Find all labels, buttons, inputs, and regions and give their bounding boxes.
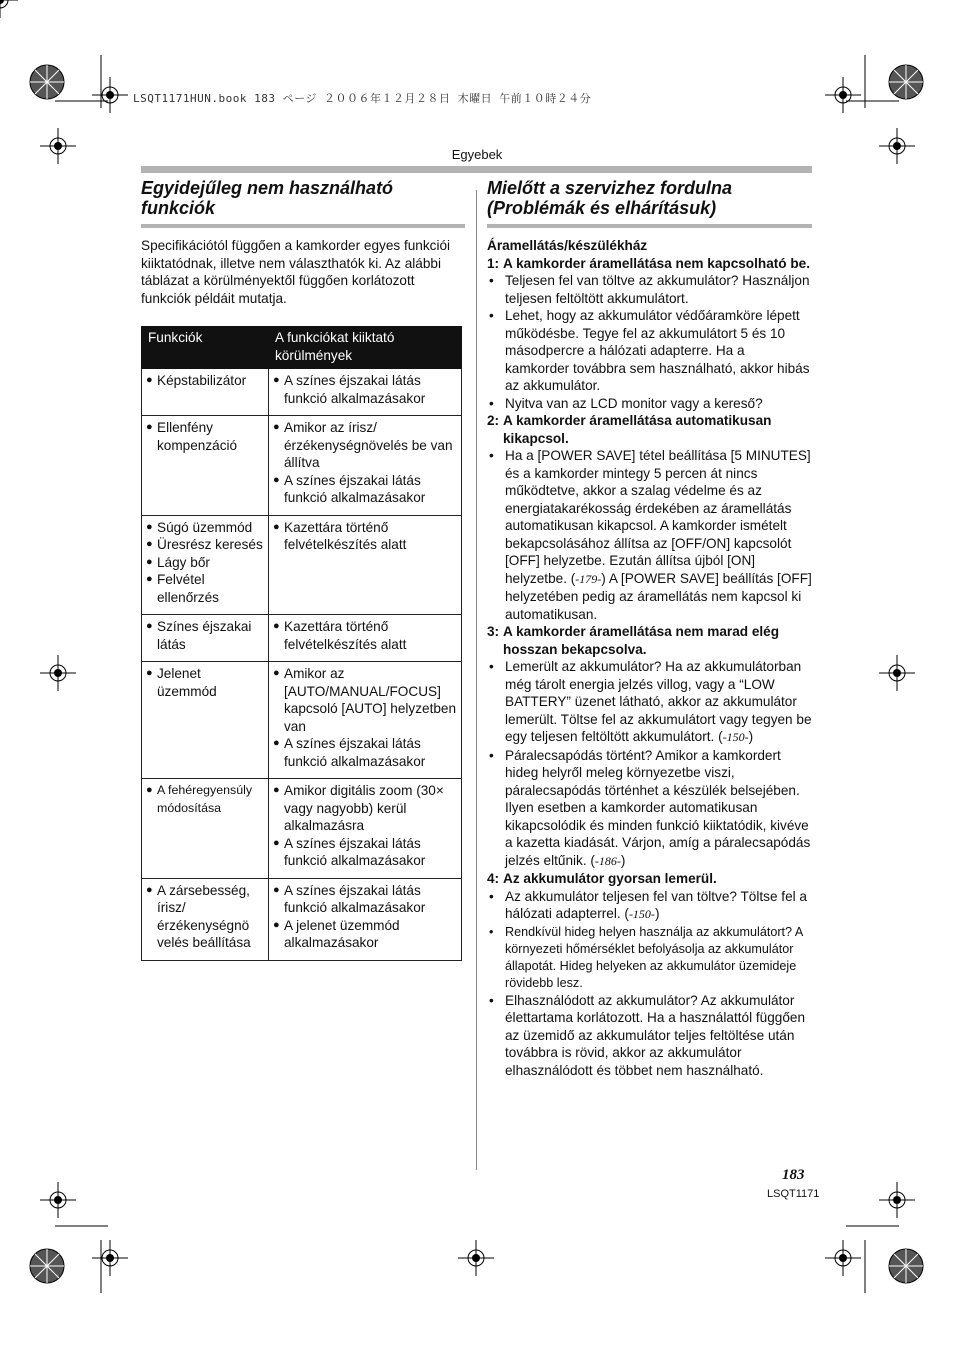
bullet-icon: •: [489, 924, 494, 939]
page-reference: -150-: [628, 907, 655, 921]
section-header: Egyebek: [451, 147, 503, 162]
solution-item: [487, 447, 812, 623]
bullet-icon: ●: [273, 784, 280, 796]
solution-body: Nyitva van az LCD monitor vagy a kereső?: [505, 395, 763, 411]
bullet-text: A jelenet üzemmód alkalmazásakor: [284, 917, 400, 950]
right-column: [487, 178, 812, 1079]
bullet-text: A színes éjszakai látás funkció alkalmazásakor: [284, 472, 426, 505]
bullet-text: Amikor az írisz/ érzékenységnövelés be van állítva: [284, 420, 453, 470]
bullet-item: [146, 536, 264, 554]
right-heading: Mielőtt a szervizhez fordulna (Problémák és elhárításuk): [487, 178, 812, 228]
bullet-item: [146, 882, 264, 952]
bullet-icon: •: [489, 395, 494, 411]
condition-cell: [269, 878, 462, 960]
bullet-item: [273, 472, 457, 507]
bullet-text: A színes éjszakai látás funkció alkalmazásakor: [284, 373, 426, 406]
solution-item: [487, 272, 812, 307]
solution-text: [505, 447, 812, 623]
column-divider: [476, 190, 477, 1170]
top-divider-bar: [141, 166, 812, 173]
problem-number: 3:: [487, 624, 500, 639]
bullet-text: Ellenfény kompenzáció: [157, 420, 238, 453]
condition-cell: [269, 416, 462, 516]
bullet-icon: •: [489, 308, 494, 323]
bullet-icon: ●: [273, 620, 280, 632]
bullet-text: Kazettára történő felvételkészítés alatt: [284, 519, 407, 552]
bullet-text: A színes éjszakai látás funkció alkalmazásakor: [284, 835, 426, 868]
table-row: [142, 369, 462, 416]
solution-body-after: ): [748, 729, 754, 744]
problem-heading: [487, 412, 812, 447]
bullet-text: Kazettára történő felvételkészítés alatt: [284, 619, 407, 652]
print-info: LSQT1171HUN.book 183 ページ ２００６年１２月２８日 木曜日 午前１０時２４分: [133, 92, 592, 105]
page-reference: -179-: [575, 571, 602, 586]
problem-text: Az akkumulátor gyorsan lemerül.: [503, 871, 717, 886]
section-title: Áramellátás/készülékház: [487, 238, 648, 253]
solution-body: Lemerült az akkumulátor? Ha az akkumulátorban még tárolt energia jelzés villog, vagy a “LOW BATTERY” üzenet látható, akkor az akkumulátor lemerült. Töltse fel az akkumulátort vagy tegyen be egy teljesen feltöltött akkumulátort. (: [505, 659, 812, 744]
bullet-icon: •: [489, 992, 494, 1008]
solution-item: [487, 395, 812, 413]
bullet-icon: ●: [273, 667, 280, 679]
solution-body: Ha a [POWER SAVE] tétel beállítása [5 MINUTES] és a kamkorder mintegy 5 percen át nincs működtetve, akkor a szalag védelme és az energiatakarékosság érdekében az áramellátás automatikusan kikapcsol. A kamkorder ismételt bekapcsolásához állítsa az [OFF/ON] kapcsolót [OFF] helyzetbe. Ezután állítsa újból [ON] helyzetbe. (: [505, 448, 811, 586]
table-row: [142, 662, 462, 779]
bullet-icon: ●: [273, 737, 280, 749]
problem-text: A kamkorder áramellátása automatikusan kikapcsol.: [503, 413, 772, 446]
problem-text: A kamkorder áramellátása nem marad elég hosszan bekapcsolva.: [503, 624, 780, 657]
solution-text: [505, 307, 812, 395]
problem-number: 2:: [487, 413, 500, 428]
left-heading: Egyidejűleg nem használható funkciók: [141, 178, 465, 228]
bullet-icon: •: [489, 448, 494, 463]
solution-text: [505, 747, 812, 871]
condition-cell: [269, 779, 462, 879]
bullet-item: [273, 372, 457, 407]
solution-body: Elhasználódott az akkumulátor? Az akkumulátor élettartama korlátozott. Ha a használattól függően az üzemidő az akkumulátor teljes feltöltése után továbbra is rövid, akkor az akkumulátor elhasználódott és többet nem használható.: [505, 992, 805, 1078]
bullet-text: Üresrész keresés: [157, 537, 263, 552]
bullet-icon: ●: [146, 421, 153, 433]
bullet-item: [273, 519, 457, 554]
bullet-text: Amikor digitális zoom (30× vagy nagyobb) kerül alkalmazásra: [284, 783, 444, 833]
bullet-text: Súgó üzemmód: [157, 519, 253, 535]
solution-body: Teljesen fel van töltve az akkumulátor? Használjon teljesen feltöltött akkumulátort.: [505, 273, 810, 306]
problem-number: 1:: [487, 255, 500, 271]
table-row: [142, 515, 462, 615]
page-reference: -150-: [722, 730, 749, 744]
bullet-icon: ●: [146, 374, 153, 386]
bullet-icon: ●: [146, 784, 153, 796]
model-code: LSQT1171: [767, 1188, 820, 1200]
condition-cell: [269, 369, 462, 416]
bullet-item: [146, 782, 264, 817]
solution-item: [487, 924, 812, 992]
bullet-text: Képstabilizátor: [157, 373, 247, 388]
solution-text: [505, 272, 812, 307]
page-reference: -186-: [594, 853, 621, 868]
bullet-icon: •: [489, 888, 494, 904]
bullet-icon: ●: [273, 883, 280, 896]
bullet-text: A színes éjszakai látás funkció alkalmazásakor: [284, 882, 426, 915]
bullet-item: [146, 419, 264, 454]
problem-number: 4:: [487, 871, 500, 886]
bullet-text: A fehéregyensúly módosítása: [157, 783, 253, 815]
function-cell: [142, 369, 269, 416]
bullet-icon: ●: [146, 538, 153, 550]
solution-body: Rendkívül hideg helyen használja az akkumulátort? A környezeti hőmérséklet befolyásolja az akkumulátor állapotát. Hideg helyeken az akkumulátor üzemideje rövidebb lesz.: [505, 924, 803, 990]
table-header-conditions: A funkciókat kiiktató körülmények: [269, 327, 462, 369]
function-table: [141, 326, 462, 961]
solution-text: [505, 888, 812, 924]
bullet-icon: ●: [146, 520, 153, 533]
bullet-text: A zársebesség, írisz/ érzékenységnö velés beállítása: [157, 882, 251, 950]
bullet-item: [146, 571, 264, 606]
solution-item: [487, 992, 812, 1080]
bullet-item: [146, 665, 264, 700]
condition-cell: [269, 515, 462, 615]
bullet-text: A színes éjszakai látás funkció alkalmazásakor: [284, 736, 426, 769]
table-row: [142, 779, 462, 879]
bullet-icon: ●: [273, 836, 280, 849]
bullet-text: Jelenet üzemmód: [157, 666, 217, 699]
bullet-icon: ●: [146, 667, 153, 679]
bullet-text: Színes éjszakai látás: [157, 619, 252, 652]
bullet-icon: •: [489, 273, 494, 288]
bullet-icon: •: [489, 659, 494, 674]
bullet-icon: ●: [273, 918, 280, 931]
function-cell: [142, 416, 269, 516]
page-number: 183: [782, 1167, 805, 1183]
troubleshooting-list: [487, 255, 812, 1080]
function-cell: [142, 515, 269, 615]
bullet-item: [273, 419, 457, 472]
bullet-item: [273, 882, 457, 917]
table-header-functions: Funkciók: [142, 327, 269, 369]
bullet-icon: ●: [273, 374, 280, 386]
function-cell: [142, 615, 269, 662]
bullet-icon: ●: [146, 883, 153, 896]
table-row: [142, 416, 462, 516]
solution-body: Páralecsapódás történt? Amikor a kamkordert hideg helyről meleg környezetbe viszi, páralecsapódás történhet a készülék belsejében. Ilyen esetben a kamkorder automatikusan kikapcsolódik és minden funkció kiiktatódik, kivéve a kazetta kiadását. Várjon, amíg a páralecsapódás jelzés eltűnik. (: [505, 747, 811, 868]
solution-item: [487, 658, 812, 747]
problem-text: A kamkorder áramellátása nem kapcsolható be.: [503, 255, 811, 271]
condition-cell: [269, 615, 462, 662]
problem-heading: [487, 255, 812, 273]
bullet-text: Lágy bőr: [157, 554, 210, 570]
solution-text: [505, 924, 812, 992]
bullet-icon: ●: [146, 620, 153, 632]
solution-text: [505, 992, 812, 1080]
left-column: [141, 178, 465, 961]
solution-body: Az akkumulátor teljesen fel van töltve? Töltse fel a hálózati adapterrel. (: [505, 888, 807, 921]
solution-body-after: ): [620, 852, 626, 868]
solution-text: [505, 658, 812, 747]
bullet-item: [146, 554, 264, 572]
troubleshooting-content: [487, 237, 812, 1079]
bullet-icon: ●: [146, 573, 153, 585]
bullet-icon: •: [489, 747, 494, 763]
condition-cell: [269, 662, 462, 779]
solution-text: [505, 395, 763, 413]
solution-body: Lehet, hogy az akkumulátor védőáramköre lépett működésbe. Tegye fel az akkumulátort 5 és 10 másodpercre a hálózati adapterre. Ha a kamkorder továbbra sem használható, akkor hibás az akkumulátor.: [505, 308, 810, 393]
intro-paragraph: Specifikációtól függően a kamkorder egyes funkciói kiiktatódnak, illetve nem választhatók ki. Az alábbi táblázat a körülményektől függően korlátozott funkciók példáit mutatja.: [141, 238, 451, 306]
bullet-text: Amikor az [AUTO/MANUAL/FOCUS] kapcsoló [AUTO] helyzetben van: [284, 666, 457, 734]
table-row: [142, 615, 462, 662]
problem-heading: [487, 623, 812, 658]
solution-body-after: ) A [POWER SAVE] beállítás [OFF] helyzetében pedig az áramellátás nem kapcsol ki automatikusan.: [505, 570, 812, 622]
function-cell: [142, 878, 269, 960]
bullet-item: [273, 735, 457, 770]
bullet-item: [273, 665, 457, 735]
function-cell: [142, 779, 269, 879]
bullet-icon: ●: [273, 520, 280, 533]
solution-item: [487, 307, 812, 395]
bullet-item: [273, 782, 457, 835]
bullet-item: [146, 519, 264, 537]
function-cell: [142, 662, 269, 779]
bullet-icon: ●: [273, 473, 280, 486]
problem-heading: [487, 870, 812, 888]
bullet-item: [146, 372, 264, 390]
bullet-item: [273, 917, 457, 952]
bullet-icon: ●: [273, 421, 280, 433]
bullet-item: [146, 618, 264, 653]
bullet-item: [273, 835, 457, 870]
solution-item: [487, 888, 812, 924]
bullet-item: [273, 618, 457, 653]
solution-body-after: ): [654, 906, 660, 921]
solution-item: [487, 747, 812, 871]
bullet-icon: ●: [146, 555, 153, 568]
function-table-body: [142, 369, 462, 961]
bullet-text: Felvétel ellenőrzés: [157, 572, 219, 605]
table-row: [142, 878, 462, 960]
